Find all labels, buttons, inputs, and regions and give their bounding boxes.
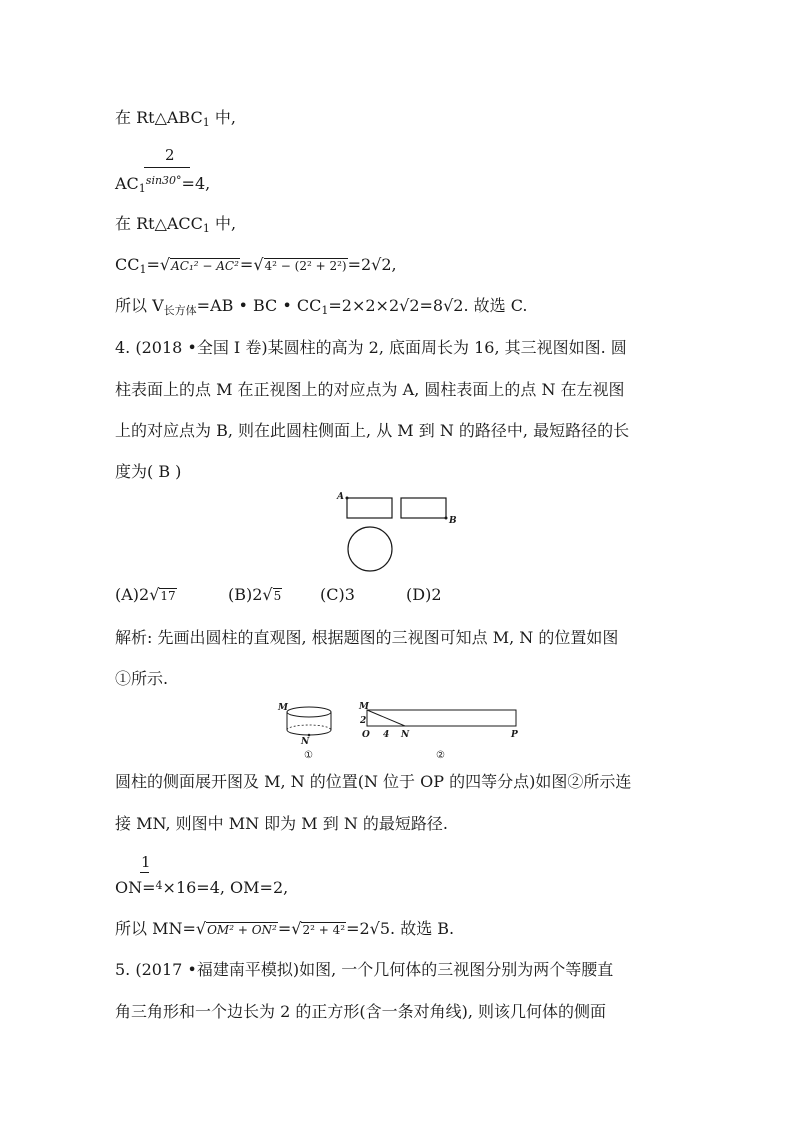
subscript: 1 <box>202 116 210 129</box>
cylinder-figure <box>276 700 346 762</box>
label-m: M <box>359 702 369 712</box>
text-line: 度为( B ) <box>115 462 182 481</box>
text: 中, <box>209 214 237 233</box>
text-line: 上的对应点为 B, 则在此圆柱侧面上, 从 M 到 N 的路径中, 最短路径的长 <box>115 421 630 440</box>
text-line: ①所示. <box>115 669 169 688</box>
text-line: 角三角形和一个边长为 2 的正方形(含一条对角线), 则该几何体的侧面 <box>115 1002 607 1021</box>
text: = <box>277 919 292 938</box>
text: =2√5. 故选 B. <box>346 919 455 938</box>
text-line <box>115 170 210 200</box>
text: =AB • BC • CC <box>196 296 322 315</box>
segment-mn <box>367 710 405 726</box>
text-line: 所以 MN=√OM² + ON²=√2² + 4²=2√5. 故选 B. <box>115 919 455 938</box>
text: ON= <box>115 878 156 897</box>
text-line: 4. (2018 •全国 I 卷)某圆柱的高为 2, 底面周长为 16, 其三视图如图. 圆 <box>115 338 627 357</box>
point-b <box>445 517 448 520</box>
text: = <box>239 255 254 274</box>
fraction-bar <box>140 872 149 873</box>
text-line: 柱表面上的点 M 在正视图上的对应点为 A, 圆柱表面上的点 N 在左视图 <box>115 380 625 399</box>
radicand: 4² − (2² + 2²) <box>264 259 347 273</box>
text-line: 解析: 先画出圆柱的直观图, 根据题图的三视图可知点 M, N 的位置如图 <box>115 628 619 647</box>
option-d: (D)2 <box>406 585 442 604</box>
label-a: A <box>337 492 344 502</box>
text-line <box>115 875 288 899</box>
caption-2: ② <box>436 750 445 761</box>
radicand: 17 <box>160 589 176 603</box>
text: 中, <box>209 108 236 127</box>
label-m: M <box>278 703 288 713</box>
radicand: 2² + 4² <box>302 923 346 937</box>
text-line: 5. (2017 •福建南平模拟)如图, 一个几何体的三视图分别为两个等腰直 <box>115 960 614 979</box>
subscript: 1 <box>139 263 147 276</box>
net-rect <box>367 710 516 726</box>
subscript: 1 <box>202 222 210 235</box>
three-views-figure <box>332 490 462 580</box>
subscript: 长方体 <box>163 304 197 317</box>
label-2: 2 <box>360 716 367 726</box>
text-line <box>115 295 528 322</box>
label-b: B <box>449 516 457 526</box>
label-o: O <box>362 730 370 740</box>
fraction-denominator: sin30° <box>145 174 182 187</box>
text-line: 圆柱的侧面展开图及 M, N 的位置(N 位于 OP 的四等分点)如图②所示连 <box>115 772 632 791</box>
subscript: 1 <box>321 304 329 317</box>
text-line: $CC_1=√AC_1^2 - AC^2=√4^2 - (2^2 + 2^2)=2√2$, <box>115 255 397 276</box>
fraction-denominator: 4 <box>155 879 163 892</box>
text: (B)2 <box>228 585 263 604</box>
text: =2×2×2√2=8√2. 故选 C. <box>328 296 528 315</box>
net-figure <box>356 700 526 762</box>
text: 所以 V <box>115 296 164 315</box>
radicand: AC₁² − AC² <box>171 259 239 273</box>
option-a: (A)2√17 <box>115 585 176 604</box>
radicand: 5 <box>273 589 282 603</box>
text: AC <box>115 174 139 193</box>
top-view-circle <box>348 527 392 571</box>
text: (A)2 <box>115 585 150 604</box>
text: 在 Rt△ABC <box>115 108 203 127</box>
option-c: (C)3 <box>320 585 355 604</box>
fraction-numerator: 1 <box>141 853 151 871</box>
text-line <box>115 213 236 240</box>
label-4: 4 <box>383 730 390 740</box>
point-a <box>346 497 349 500</box>
front-view-rect <box>347 498 392 518</box>
fraction-bar <box>144 167 190 168</box>
text: ×16=4, OM=2, <box>162 878 289 897</box>
radicand: OM² + ON² <box>207 923 277 937</box>
label-p: P <box>511 730 518 740</box>
text: =2√2, <box>347 255 397 274</box>
caption-1: ① <box>304 750 313 761</box>
label-n: N <box>401 730 410 740</box>
cylinder-bottom-back <box>287 725 331 730</box>
text: =4, <box>181 174 211 193</box>
fraction-numerator: 2 <box>165 146 175 164</box>
option-b: (B)2√5 <box>228 585 282 604</box>
text-line <box>115 107 236 134</box>
text: CC <box>115 255 140 274</box>
side-view-rect <box>401 498 446 518</box>
label-n: N <box>301 737 310 747</box>
text: 在 Rt△ACC <box>115 214 203 233</box>
text: 所以 MN= <box>115 919 196 938</box>
point-n <box>308 734 311 737</box>
cylinder-top <box>287 707 331 717</box>
subscript: 1 <box>138 182 146 195</box>
text-line: 接 MN, 则图中 MN 即为 M 到 N 的最短路径. <box>115 814 448 833</box>
